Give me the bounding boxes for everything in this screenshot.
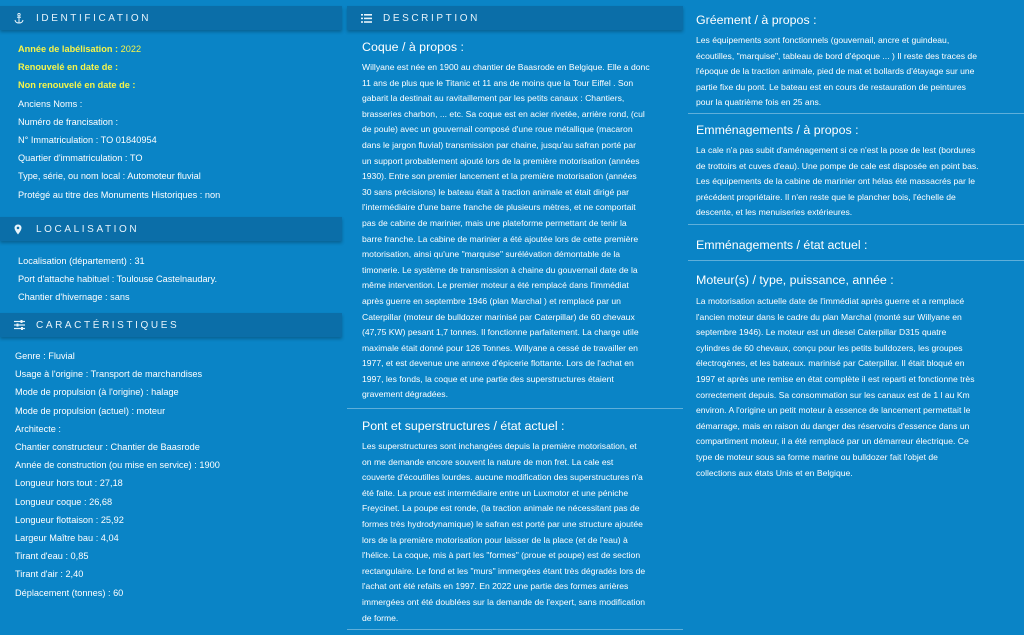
text-line: Les superstructures sont inchangées depuis la première motorisation, et	[362, 441, 637, 451]
text-line: Les équipements sont fonctionnels (gouvernail, ancre et guindeau,	[696, 35, 950, 45]
divider	[688, 224, 1024, 225]
field-row	[15, 565, 335, 583]
text-line: un support probablement ajouté lors de la première motorisation (années	[362, 155, 640, 166]
text-line: maximale était donné pour 126 Tonnes. Willyane a cessé de travailler en	[362, 342, 638, 353]
greement-title: Gréement / à propos :	[696, 13, 817, 27]
field-value: TO	[129, 153, 143, 164]
divider	[688, 260, 1024, 261]
text-line: La cale n'a pas subit d'aménagement si ce n'est la pose de lest (bordures	[696, 145, 976, 155]
localisation-list	[18, 252, 338, 307]
pont-title: Pont et superstructures / état actuel :	[362, 419, 565, 433]
text-line: 1997, les fonds, la coque et une partie des superstructures étaient	[362, 373, 614, 384]
divider	[688, 113, 1024, 114]
text-line: Les équipements de la cabine de marinier ont hélas été massacrés par le	[696, 176, 975, 187]
field-row	[18, 131, 338, 149]
text-line: pas de cabine de marinier, mais une plateforme permettant de tenir la	[362, 217, 627, 228]
field-value: halage	[151, 387, 179, 398]
field-label: Type, série, ou nom local :	[18, 171, 128, 182]
field-label: Année de labélisation :	[18, 44, 121, 54]
text-line: l'ancien moteur dans le cadre du plan Marchal (monté sur Willyane en	[696, 311, 962, 322]
field-row	[18, 252, 338, 270]
field-value: 60	[113, 587, 124, 598]
field-label: Largeur Maître bau :	[15, 533, 101, 544]
map-pin-icon	[14, 224, 32, 235]
anchor-icon	[14, 13, 32, 24]
text-line: précédent propriétaire. Il n'en reste que le plancher bois, l'échelle de	[696, 191, 956, 202]
text-line: écoutilles, "marquise", tableau de bord d'époque ... ) Il reste des traces de	[696, 50, 977, 61]
field-row	[15, 420, 335, 438]
field-value: Transport de marchandises	[90, 369, 203, 380]
localisation-header	[0, 217, 342, 241]
field-value: 2022	[120, 44, 142, 54]
field-label: Protégé au titre des Monuments Historiques :	[18, 189, 205, 200]
caracteristiques-title: CARACTÉRISTIQUES	[36, 319, 180, 331]
field-row	[18, 167, 338, 185]
text-line: brasseries charbon, ... etc. Sa coque est en acier rivetée, arrière rond, (cul	[362, 108, 645, 119]
divider	[347, 408, 683, 409]
field-value: Fluvial	[48, 351, 75, 361]
field-value: TO 01840954	[100, 135, 157, 146]
field-label: Chantier d'hivernage :	[18, 292, 111, 303]
text-line: 30 sans précisions) le bateau était à traction animale et était dirigé par	[362, 186, 630, 197]
field-row	[15, 402, 335, 420]
description-header	[347, 6, 683, 30]
text-line: rectangulaire. Le fond et les "murs" immergées étant très dégradés lors de	[362, 565, 646, 576]
field-row	[15, 511, 335, 529]
field-row	[15, 456, 335, 474]
text-line: collections aux états Unis et en Belgique.	[696, 467, 853, 478]
field-label: Port d'attache habituel :	[18, 274, 117, 285]
text-line: dans le jargon fluvial) transmission par chaine, jusqu'au safran porté par	[362, 139, 636, 150]
field-label: Quartier d'immatriculation :	[18, 153, 130, 164]
divider	[347, 629, 683, 630]
field-row	[18, 270, 338, 288]
text-line: de trottoirs et cuves d'eau). Une pompe de cale est disposée en point bas.	[696, 160, 979, 171]
text-line: Freycinet. La poupe est ronde, (la traction animale ne nécessitant pas de	[362, 503, 640, 514]
text-line: été faite. La proue est intermédiaire entre un Luxmotor et une péniche	[362, 487, 629, 498]
text-line: lors de la première motorisation pour laisser de la place (et de l'eau) à	[362, 534, 628, 545]
text-line: l'intermédiaire d'une barre franche de plusieurs mètres, et ne comportait	[362, 202, 636, 213]
text-line: correctement depuis. Sa consommation sur les canaux est de 1 l au Km	[696, 389, 970, 400]
field-value: 1900	[199, 460, 220, 471]
text-line: timonerie. Le système de transmission à chaine du gouvernail date de la	[362, 264, 638, 275]
text-line: cylindres de 60 chevaux, conçu pour les petits bulldozers, les groupes	[696, 342, 963, 353]
field-row	[18, 40, 338, 58]
text-line: Willyane est née en 1900 au chantier de Baasrode en Belgique. Elle a donc	[362, 62, 650, 72]
field-row	[18, 76, 338, 94]
identification-title: IDENTIFICATION	[36, 12, 152, 24]
identification-header	[0, 6, 342, 30]
identification-list	[18, 40, 338, 204]
field-value: 2,40	[65, 569, 84, 580]
field-row	[15, 383, 335, 401]
moteur-text	[696, 294, 1024, 481]
greement-text	[696, 33, 1024, 111]
field-row	[18, 149, 338, 167]
field-label: Mode de propulsion (actuel) :	[15, 405, 137, 416]
text-line: 11 ans de plus que le Titanic et 11 ans de moins que la Tour Eiffel . Son	[362, 77, 634, 88]
field-label: Longueur flottaison :	[15, 514, 101, 525]
text-line: même intervention. Le premier moteur a été remplacé dans l'immédiat	[362, 280, 629, 291]
text-line: de forme.	[362, 612, 399, 623]
field-label: Non renouvelé en date de :	[18, 80, 138, 91]
field-row	[18, 95, 338, 113]
field-label: Architecte :	[15, 423, 64, 434]
field-row	[15, 365, 335, 383]
field-value: 26,68	[89, 496, 113, 507]
text-line: 1977, et est devenue une annexe d'épicerie flottante. Lors de l'achat en	[362, 358, 634, 369]
text-line: gabarit la destinait au ravitaillement par les petits canaux : Chantiers,	[362, 93, 625, 104]
field-row	[15, 547, 335, 565]
text-line: barre franche. La cabine de marinier a été ajoutée lors de cette première	[362, 233, 639, 244]
field-label: Localisation (département) :	[18, 256, 135, 266]
field-value: 4,04	[100, 533, 119, 544]
field-row	[15, 438, 335, 456]
field-label: Longueur coque :	[15, 496, 90, 507]
text-line: type de moteur sous sa forme marine ou bulldozer fait l'objet de	[696, 451, 938, 462]
field-value: 27,18	[99, 478, 123, 489]
caracteristiques-list	[15, 347, 335, 602]
field-value: 0,85	[70, 551, 89, 562]
moteur-title: Moteur(s) / type, puissance, année :	[696, 273, 894, 287]
field-label: Chantier constructeur :	[15, 442, 111, 453]
pont-text	[362, 439, 682, 626]
caracteristiques-header	[0, 313, 342, 337]
field-row	[18, 58, 338, 76]
field-label: N° Immatriculation :	[18, 135, 101, 146]
field-row	[15, 584, 335, 602]
field-value: Toulouse Castelnaudary.	[116, 274, 218, 285]
text-line: motorisation, ainsi qu'une "marquise" surélévation démontable de la	[362, 249, 621, 260]
field-label: Tirant d'air :	[15, 569, 66, 580]
field-label: Numéro de francisation :	[18, 116, 121, 127]
text-line: démarrage, mais en raison du danger des réservoirs d'essence dans un	[696, 420, 970, 431]
text-line: l'achat ont été refaits en 1997. En 2022 une partie des formes arrières	[362, 581, 629, 592]
text-line: couverte d'écoutilles lourdes. aucune modification des superstructures n'a	[362, 472, 643, 483]
emmenagements-propos-title: Emménagements / à propos :	[696, 123, 859, 137]
text-line: après guerre en septembre 1946 (plan Marchal ) et remplacé par un	[362, 295, 621, 306]
text-line: on me demande encore souvent la nature de mon fret. La cale est	[362, 456, 614, 467]
text-line: environ. A l'origine un petit moteur à essence de lancement permettait le	[696, 405, 971, 416]
text-line: immergées ont été doublées sur la demande de l'expert, sans modification	[362, 596, 646, 607]
text-line: pour la quatrième fois en 25 ans.	[696, 97, 822, 108]
field-value: non	[204, 189, 221, 200]
field-label: Déplacement (tonnes) :	[15, 587, 114, 598]
field-value: 31	[134, 256, 145, 266]
field-label: Usage à l'origine :	[15, 369, 91, 380]
list-icon	[361, 14, 379, 23]
field-label: Année de construction (ou mise en service) :	[15, 460, 200, 471]
emmenagements-propos-text	[696, 143, 1024, 221]
coque-text	[362, 60, 682, 403]
field-row	[15, 493, 335, 511]
text-line: gravement dégradées.	[362, 389, 448, 400]
field-value: 25,92	[100, 514, 124, 525]
field-value: sans	[110, 292, 130, 303]
field-label: Renouvelé en date de :	[18, 62, 121, 73]
field-value: Automoteur fluvial	[127, 171, 201, 182]
text-line: descente, et les menuiseries extérieures.	[696, 207, 853, 218]
field-row	[15, 474, 335, 492]
field-label: Longueur hors tout :	[15, 478, 100, 489]
description-title: DESCRIPTION	[383, 12, 480, 24]
text-line: La motorisation actuelle date de l'immédiat après guerre et a remplacé	[696, 296, 965, 306]
text-line: 1997 et après une remise en état complète il est reparti et fonctionne très	[696, 373, 975, 384]
field-row	[15, 347, 335, 365]
coque-title: Coque / à propos :	[362, 40, 464, 54]
field-label: Tirant d'eau :	[15, 551, 71, 562]
field-label: Genre :	[15, 351, 49, 361]
emmenagements-etat-title: Emménagements / état actuel :	[696, 238, 868, 252]
text-line: Caterpillar (moteur de bulldozer marinisé par Caterpillar) de 60 chevaux	[362, 311, 635, 322]
field-value: Chantier de Baasrode	[110, 442, 200, 453]
localisation-title: LOCALISATION	[36, 223, 140, 235]
text-line: compartiment moteur, il a été remplacé par un démarreur électrique. Ce	[696, 436, 969, 447]
text-line: l'hélice. La coque, mis à part les "formes" (proue et poupe) est de section	[362, 550, 641, 561]
text-line: électrogènes, et les bateaux. marinisé par Caterpillar. Il était bloqué en	[696, 358, 965, 369]
text-line: (47,75 KW) pesant 1,7 tonnes. Il fonctionne parfaitement. La charge utile	[362, 327, 639, 338]
field-value: moteur	[136, 405, 166, 416]
field-row	[18, 186, 338, 204]
text-line: l'époque de la traction animale, pied de mat et bollards d'étayage sur une	[696, 66, 975, 77]
field-label: Mode de propulsion (à l'origine) :	[15, 387, 152, 398]
field-label: Anciens Noms :	[18, 98, 85, 109]
field-row	[18, 288, 338, 306]
text-line: formes très hydrodynamique) le safran est porté par une structure ajoutée	[362, 518, 643, 529]
field-row	[18, 113, 338, 131]
text-line: de poule) avec un gouvernail composé d'une roue métallique (macaron	[362, 124, 633, 135]
sliders-icon	[14, 320, 32, 330]
text-line: partie fixe du pont. Le bateau est en cours de restauration de peintures	[696, 81, 966, 92]
text-line: septembre 1946). Le moteur est un diesel Caterpillar D315 quatre	[696, 327, 947, 338]
text-line: 1930). Entre son premier lancement et la première motorisation (années	[362, 171, 637, 182]
field-row	[15, 529, 335, 547]
